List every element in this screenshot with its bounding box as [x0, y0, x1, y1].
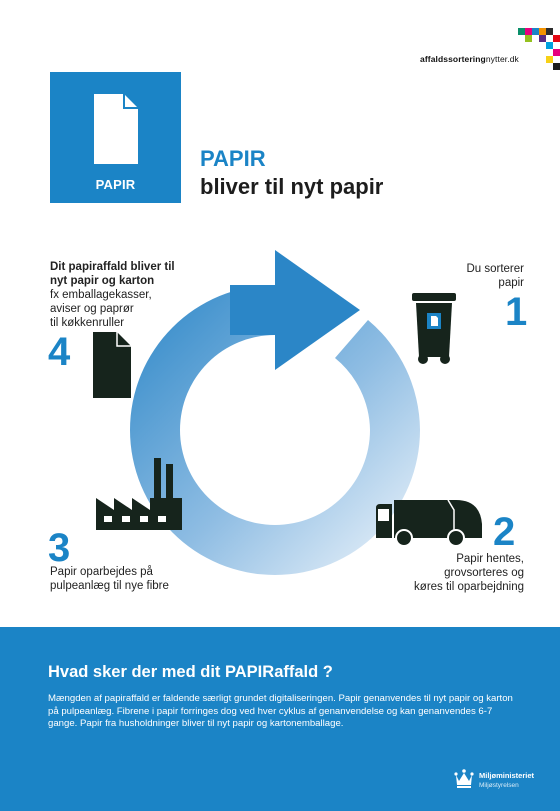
info-heading-suffix: affald ? [274, 663, 333, 681]
info-heading-bold: PAPIR [224, 663, 275, 681]
brand-site-light: nytter.dk [485, 54, 519, 64]
page-title: PAPIR [200, 146, 266, 171]
step1-number: 1 [505, 290, 528, 334]
step1-line: Du sorterer [466, 263, 524, 275]
info-panel [0, 627, 560, 811]
brand-site-bold: affaldssortering [420, 54, 486, 64]
tile-label: PAPIR [95, 177, 136, 192]
brand-mosaic-logo [518, 28, 560, 72]
step4-bold-line: Dit papiraffald bliver til [50, 261, 175, 273]
step1-line: papir [498, 277, 524, 289]
ministry-name: Miljøministeriet [479, 771, 535, 780]
step4-bold-line: nyt papir og karton [50, 275, 155, 287]
step2-line: grovsorteres og [444, 567, 524, 579]
step4-heading [50, 260, 200, 288]
step2-line: køres til oparbejdning [414, 581, 524, 593]
step3-line: Papir oparbejdes på [50, 566, 153, 578]
wheelie-bin-icon [412, 293, 456, 365]
crown-icon [454, 767, 474, 789]
step4-description [50, 288, 200, 330]
step1-description [420, 262, 524, 290]
garbage-truck-icon [376, 494, 484, 548]
info-body: Mængden af papiraffald er faldende særligt grundet digitaliseringen. Papir genanvendes til nyt papir og karton på pulpeanlæg. Fibrene i papir forringes dog ved hver cyklus af genanvendelse og kan genanvendes 6-7 gange. Papir fra husholdninger bliver til nyt papir og kartonemballage. [48, 693, 513, 729]
step2-number: 2 [493, 510, 516, 554]
factory-icon [96, 458, 182, 530]
info-heading-prefix: Hvad sker der med dit [48, 663, 225, 681]
step3-description [50, 565, 210, 593]
brand-site-name[interactable] [420, 54, 560, 64]
category-tile [50, 72, 181, 203]
step4-number: 4 [48, 330, 71, 374]
ministry-agency: Miljøstyrelsen [479, 782, 519, 789]
step2-description [400, 552, 524, 594]
paper-document-icon [94, 94, 138, 164]
step4-line: til køkkenruller [50, 317, 125, 329]
step3-line: pulpeanlæg til nye fibre [50, 580, 169, 592]
step3-number: 3 [48, 526, 71, 570]
info-heading [48, 663, 518, 682]
page-subtitle: bliver til nyt papir [200, 174, 384, 199]
ministry-logo [454, 765, 554, 801]
step4-line: fx emballagekasser, [50, 289, 152, 301]
step4-line: aviser og paprør [50, 303, 134, 315]
step2-line: Papir hentes, [456, 553, 524, 565]
paper-document-icon [93, 332, 131, 398]
